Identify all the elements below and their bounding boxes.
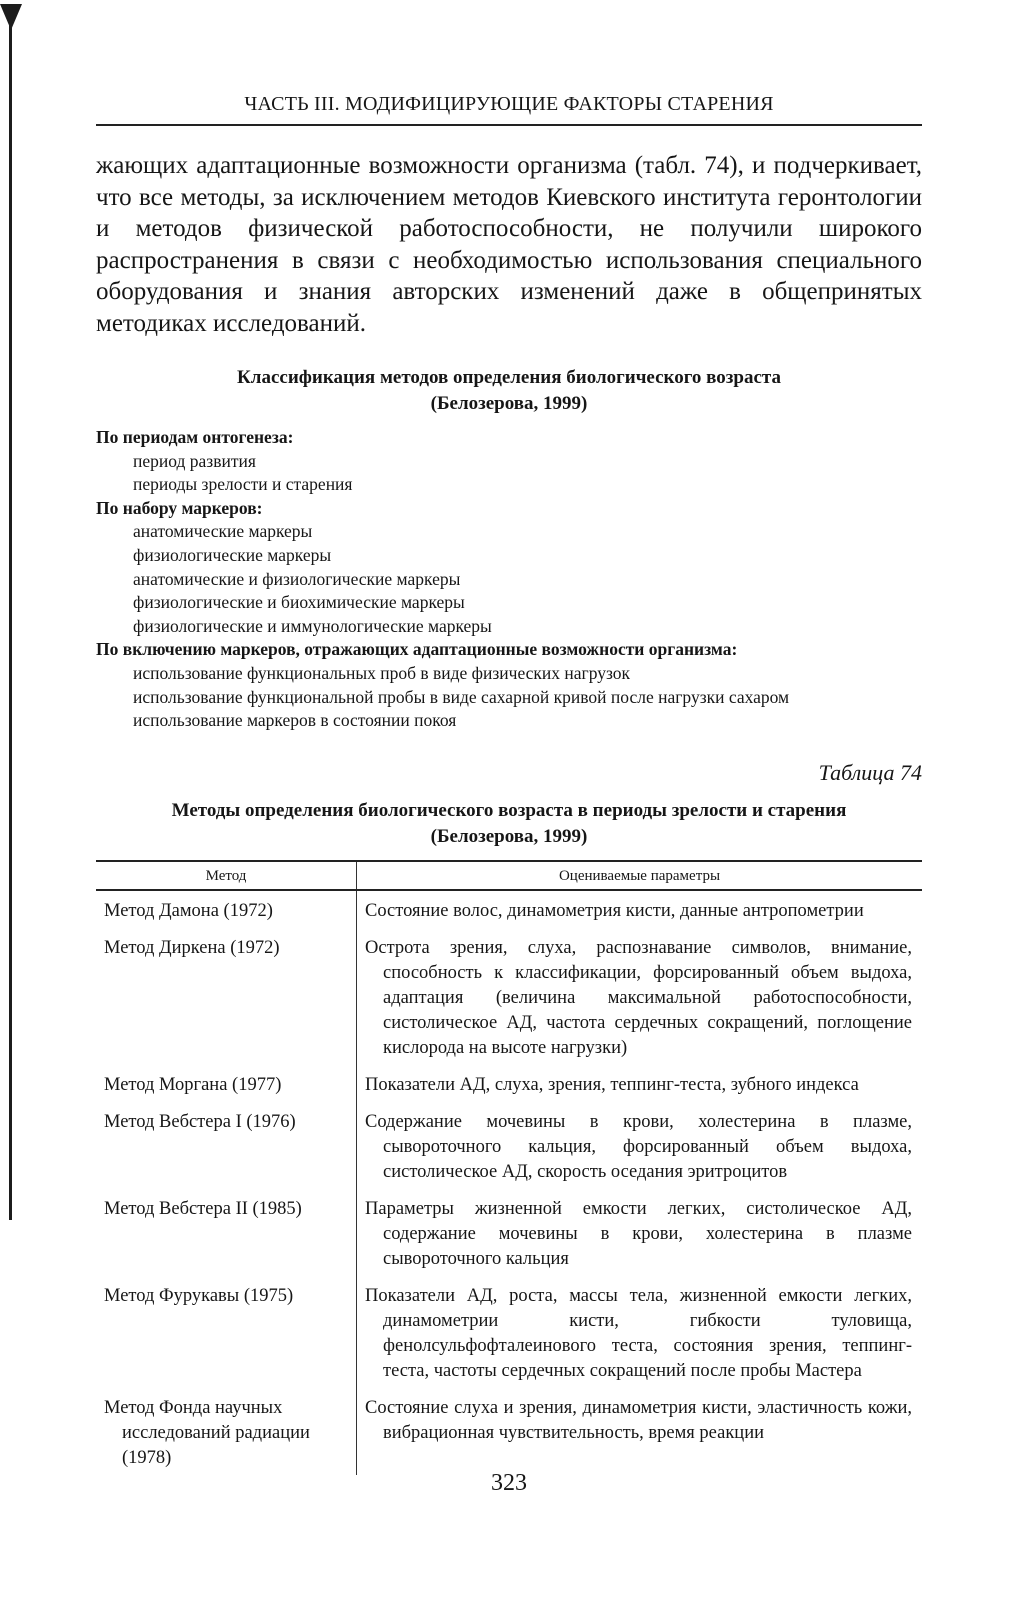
classification-item: периоды зрелости и старения: [133, 474, 353, 495]
column-header-params: Оцениваемые параметры: [357, 861, 923, 890]
body-paragraph: жающих адаптационные возможности организма (табл. 74), и подчеркивает, что все методы, за исключением методов Киевского института геронтологии и методов физической работоспособности, не получили широкого распространения в связи с необходимостью использования специального оборудования и знания авторских изменений даже в общепринятых методиках исследований.: [96, 152, 922, 337]
header-divider: [96, 124, 922, 126]
method-cell: [96, 1102, 357, 1189]
table-title-line1: Методы определения биологического возраста в периоды зрелости и старения: [171, 800, 847, 821]
table-label: Таблица 74: [818, 760, 922, 785]
classification-item: использование функциональных проб в виде физических нагрузок: [133, 662, 631, 683]
method-cell: [96, 1276, 357, 1388]
classification-item: физиологические и иммунологические маркеры: [133, 615, 492, 636]
method-name: Метод Фонда научных исследований радиации (1978): [104, 1398, 310, 1468]
table-row: [96, 1388, 922, 1475]
classification-list: [96, 426, 936, 733]
table-row: [96, 1189, 922, 1276]
method-name: Метод Фурукавы (1975): [104, 1286, 294, 1306]
method-name: Метод Вебстера I (1976): [104, 1112, 296, 1132]
classification-item: использование функциональной пробы в виде сахарной кривой после нагрузки сахаром: [133, 686, 790, 707]
params-text: Содержание мочевины в крови, холестерина в плазме, сывороточного кальция, форсированный объем выдоха, систолическое АД, скорость оседания эритроцитов: [365, 1112, 912, 1182]
table-title-line2: (Белозерова, 1999): [430, 826, 588, 847]
params-cell: [357, 928, 923, 1065]
classification-group-heading: По набору маркеров:: [96, 497, 263, 518]
method-name: Метод Вебстера II (1985): [104, 1199, 302, 1219]
method-name: Метод Моргана (1977): [104, 1075, 282, 1095]
method-cell: [96, 1065, 357, 1102]
params-text: Показатели АД, слуха, зрения, теппинг-теста, зубного индекса: [365, 1075, 859, 1095]
params-cell: [357, 890, 923, 928]
classification-item: анатомические маркеры: [133, 521, 313, 542]
method-cell: [96, 1189, 357, 1276]
table-row: [96, 1276, 922, 1388]
params-text: Острота зрения, слуха, распознавание символов, внимание, способность к классификации, форсированный объем выдоха, адаптация (величина максимальной работоспособности, систолическое АД, частота сердечных сокращений, поглощение кислорода на высоте нагрузки): [365, 938, 912, 1058]
classification-group-heading: По включению маркеров, отражающих адаптационные возможности организма:: [96, 639, 738, 660]
page-number: 323: [491, 1470, 527, 1496]
classification-item: физиологические и биохимические маркеры: [133, 592, 465, 613]
table-row: [96, 928, 922, 1065]
method-cell: [96, 1388, 357, 1475]
params-cell: [357, 1388, 923, 1475]
method-name: Метод Диркена (1972): [104, 938, 280, 958]
params-cell: [357, 1276, 923, 1388]
table-row: [96, 1065, 922, 1102]
binding-edge-rule: [9, 10, 12, 1220]
table-title: [96, 798, 922, 850]
table-header-row: [96, 861, 922, 890]
classification-title-line2: (Белозерова, 1999): [430, 393, 588, 414]
classification-item: период развития: [133, 450, 256, 471]
table-row: [96, 1102, 922, 1189]
params-text: Параметры жизненной емкости легких, систолическое АД, содержание мочевины в крови, холестерина в плазме сывороточного кальция: [365, 1199, 912, 1269]
classification-group-heading: По периодам онтогенеза:: [96, 427, 294, 447]
classification-title: [96, 365, 922, 417]
params-cell: [357, 1189, 923, 1276]
classification-title-line1: Классификация методов определения биологического возраста: [237, 367, 781, 388]
binding-edge-marker: [0, 4, 22, 30]
params-cell: [357, 1102, 923, 1189]
method-name: Метод Дамона (1972): [104, 901, 273, 921]
params-cell: [357, 1065, 923, 1102]
params-text: Состояние слуха и зрения, динамометрия кисти, эластичность кожи, вибрационная чувствительность, время реакции: [365, 1398, 912, 1443]
classification-item: физиологические маркеры: [133, 544, 332, 565]
methods-table: [96, 860, 922, 1475]
params-text: Состояние волос, динамометрия кисти, данные антропометрии: [365, 901, 864, 921]
running-head: ЧАСТЬ III. МОДИФИЦИРУЮЩИЕ ФАКТОРЫ СТАРЕНИЯ: [244, 93, 774, 115]
classification-item: анатомические и физиологические маркеры: [133, 568, 461, 589]
classification-item: использование маркеров в состоянии покоя: [133, 710, 457, 731]
params-text: Показатели АД, роста, массы тела, жизненной емкости легких, динамометрии кисти, гибкости туловища, фенолсульфофталеинового теста, состояния зрения, теппинг-теста, частоты сердечных сокращений после пробы Мастера: [365, 1286, 912, 1381]
column-header-method: Метод: [96, 861, 357, 890]
table-row: [96, 890, 922, 928]
method-cell: [96, 890, 357, 928]
method-cell: [96, 928, 357, 1065]
